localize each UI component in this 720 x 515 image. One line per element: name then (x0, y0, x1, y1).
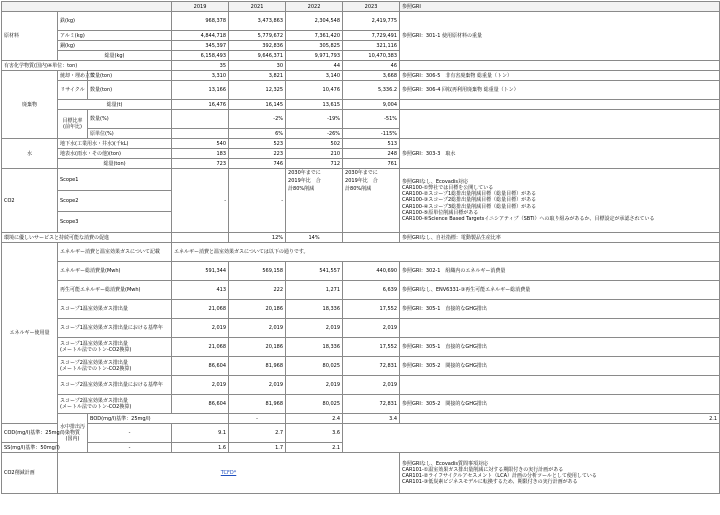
row-label: 総量(t) (58, 100, 172, 110)
row-label: COD(mg/l)基準：25mg/l) (2, 424, 88, 443)
note-cell: 参照GRI：301-1 使用原材料の重量 (400, 12, 720, 61)
cell-value: 18,336 (286, 300, 343, 319)
cell-value: 321,116 (343, 41, 400, 51)
cell-value: 248 (343, 149, 400, 159)
cell-value: 14% (286, 233, 343, 243)
cell-value: 86,604 (172, 357, 229, 376)
table-row (2, 338, 720, 357)
cell-value: 20,186 (229, 338, 286, 357)
year-header: 2021 (229, 2, 286, 12)
note-cell (400, 453, 720, 494)
cell-value: 413 (172, 281, 229, 300)
row-label: エネルギー消費と温室効果ガスについて記載 (58, 243, 172, 262)
cell-value: - (229, 414, 286, 424)
cell-value: 10,476 (286, 81, 343, 100)
cell-value: 17,552 (343, 338, 400, 357)
table-row (2, 81, 720, 100)
cell-value: 10,470,383 (343, 51, 400, 61)
cell-value: 2030年までに 2019年比 合 計80%削減 (286, 169, 343, 233)
note-line: 参照GRIなし、Ecovadis対応 (402, 178, 469, 185)
cell-value: 21,068 (172, 338, 229, 357)
row-label: 総量(ton) (58, 159, 172, 169)
cell-value: 1,271 (286, 281, 343, 300)
note-line: CAR100-⑤原単位削減目標がある (402, 209, 479, 216)
table-row (2, 100, 720, 110)
cell-value: 21,068 (172, 300, 229, 319)
note-cell (400, 169, 720, 233)
note-cell (400, 100, 720, 110)
row-label: 環境に優しいサービスと持続可能な消費の促進 (2, 233, 172, 243)
table-row (2, 357, 720, 376)
note-cell: 参照GRI：303-3 取水 (400, 139, 720, 169)
row-label: スコープ1温室効果ガス排出量 (メートル法でのトン-CO2換算) (58, 338, 172, 357)
table-row (2, 281, 720, 300)
cell-value: 723 (172, 159, 229, 169)
cell-value: 6% (229, 129, 286, 139)
cell-value: - (88, 443, 172, 453)
tcfd-link[interactable]: TCFD* (220, 470, 237, 476)
row-label: 銅(kg) (58, 41, 172, 51)
table-row (2, 71, 720, 81)
row-label: スコープ2温室効果ガス排出量における基準年 (58, 376, 172, 395)
cell-value: 13,166 (172, 81, 229, 100)
cell-value: 2,019 (229, 319, 286, 338)
plan-link-cell (58, 453, 400, 494)
cell-value: 345,397 (172, 41, 229, 51)
cell-value (172, 110, 229, 129)
cell-value: 210 (286, 149, 343, 159)
cell-value: 223 (229, 149, 286, 159)
cell-value: 523 (229, 139, 286, 149)
note-cell (400, 319, 720, 338)
cell-value: 5,779,672 (229, 31, 286, 41)
cell-value: 2,419,775 (343, 12, 400, 31)
cell-value: 18,336 (286, 338, 343, 357)
row-label: 地下水(工業用水・井水)(千kL) (58, 139, 172, 149)
note-cell: 参照GRI：305-2 間接的なGHG排出 (400, 357, 720, 376)
cell-value: 2,019 (343, 319, 400, 338)
cell-value: 2,019 (286, 319, 343, 338)
note-cell (400, 61, 720, 71)
cell-value: 2,019 (172, 319, 229, 338)
note-cell: 参照GRI：305-2 間接的なGHG排出 (400, 395, 720, 414)
year-header: 2023 (343, 2, 400, 12)
cell-value: 591,344 (172, 262, 229, 281)
row-label: 総量(kg) (58, 51, 172, 61)
cell-value: 513 (343, 139, 400, 149)
cell-value: - (229, 169, 286, 233)
cell-value: -115% (343, 129, 400, 139)
cell-value: 502 (286, 139, 343, 149)
table-row (2, 262, 720, 281)
note-line: CAR101-③低炭素ビジネスモデルに転換するため、期限付きの実行計画がある (402, 479, 578, 486)
row-label: スコープ1温室効果ガス排出量 (58, 300, 172, 319)
cell-value: 746 (229, 159, 286, 169)
table-row (2, 443, 720, 453)
row-label: Scope3 (58, 212, 172, 233)
cell-value: 968,378 (172, 12, 229, 31)
cell-value: 12% (229, 233, 286, 243)
cell-value: -2% (229, 110, 286, 129)
row-label: 原単位(%) (88, 129, 172, 139)
cell-value: 9,971,793 (286, 51, 343, 61)
cell-value: 2.1 (286, 443, 343, 453)
row-label: 有害化学物質(国内)※単位：ton) (2, 61, 172, 71)
intro-text: エネルギー消費と温室効果ガスについては以下の通りです。 (172, 243, 720, 262)
category-water: 水 (2, 139, 58, 169)
cell-value: 6,639 (343, 281, 400, 300)
category-energy: エネルギー使用量 (2, 243, 58, 424)
row-label: SS(mg/l)基準：50mg/l) (2, 443, 88, 453)
cell-value: 46 (343, 61, 400, 71)
cell-value: 7,729,491 (343, 31, 400, 41)
row-label: BOD(mg/l)基準：25mg/l) (88, 414, 229, 424)
note-line: CAR100-①弊社では目標を公開している (402, 184, 494, 191)
cell-value: 5,336.2 (343, 81, 400, 100)
cell-value (343, 233, 400, 243)
cell-value: 3.4 (343, 414, 400, 424)
cell-value: 1.7 (229, 443, 286, 453)
cell-value: 305,825 (286, 41, 343, 51)
cell-value: 2,019 (343, 376, 400, 395)
cell-value: 3,310 (172, 71, 229, 81)
cell-value: 9.1 (172, 424, 229, 443)
cell-value: 3,473,863 (229, 12, 286, 31)
cell-value (172, 233, 229, 243)
row-label: 数量(ton) (88, 71, 172, 81)
category-waste: 廃棄物 (2, 71, 58, 139)
table-row (2, 453, 720, 494)
cell-value: 222 (229, 281, 286, 300)
table-row (2, 414, 720, 424)
cell-value: -51% (343, 110, 400, 129)
table-row (2, 110, 720, 129)
note-line: CAR100-③スコープ2総排出量削減目標（総量目標）がある (402, 197, 537, 204)
cell-value: 80,025 (286, 395, 343, 414)
cell-value: 2,019 (229, 376, 286, 395)
cell-value: 12,325 (229, 81, 286, 100)
row-group: 焼却・埋め立て (58, 71, 88, 81)
cell-value: 2030年までに 2019年比 合 計80%削減 (343, 169, 400, 233)
year-header: 2022 (286, 2, 343, 12)
cell-value: -19% (286, 110, 343, 129)
note-line: 参照GRIなし、Ecovadis質問事項対応 (402, 460, 489, 467)
cell-value: 761 (343, 159, 400, 169)
note-line: CAR100-⑥Science Based Targetsイニシアティブ（SBTi）への取り組みがあるか、目標設定が承認されている (402, 216, 655, 222)
note-cell: 参照GRIなし、ENV6331-③再生可能エネルギー総消費量 (400, 281, 720, 300)
cell-value: 6,158,493 (172, 51, 229, 61)
cell-value: - (88, 424, 172, 443)
header-blank (2, 2, 172, 12)
cell-value: 7,361,420 (286, 31, 343, 41)
ref-header: 参照GRI (400, 2, 720, 12)
row-label: 再生可能エネルギー総消費量(Mwh) (58, 281, 172, 300)
cell-value: - (172, 169, 229, 233)
table-row (2, 233, 720, 243)
cell-value: 80,025 (286, 357, 343, 376)
cell-value: 2.4 (286, 414, 343, 424)
row-label: 鉄(kg) (58, 12, 172, 31)
row-label: Scope1 (58, 169, 172, 191)
note-line: CAR101-②ライフサイクルアセスメント（LCA）計画の分析ツールとして使用している (402, 473, 597, 479)
cell-value: 81,968 (229, 395, 286, 414)
cell-value: 16,476 (172, 100, 229, 110)
cell-value: 30 (229, 61, 286, 71)
cell-value: 392,836 (229, 41, 286, 51)
note-cell (400, 110, 720, 139)
row-label: 数量(ton) (88, 81, 172, 100)
note-cell: 参照GRI：306-4 回収再利用廃棄物 総重量（トン） (400, 81, 720, 100)
cell-value: 81,968 (229, 357, 286, 376)
table-row (2, 424, 720, 443)
table-row (2, 319, 720, 338)
table-row (2, 139, 720, 149)
cell-value: -26% (286, 129, 343, 139)
cell-value: 4,844,718 (172, 31, 229, 41)
cell-value: 712 (286, 159, 343, 169)
cell-value: 569,158 (229, 262, 286, 281)
row-label: Scope2 (58, 191, 172, 212)
table-row (2, 376, 720, 395)
year-header: 2019 (172, 2, 229, 12)
row-label: 数量(%) (88, 110, 172, 129)
cell-value (172, 129, 229, 139)
note-cell: 参照GRI：305-1 直接的なGHG排出 (400, 300, 720, 319)
note-cell: 参照GRI：302-1 組織内のエネルギー消費量 (400, 262, 720, 281)
cell-value: 440,690 (343, 262, 400, 281)
table-row (2, 12, 720, 31)
cell-value: 9,646,371 (229, 51, 286, 61)
row-label: スコープ2温室効果ガス排出量 (メートル法でのトン-CO2換算) (58, 395, 172, 414)
row-label: スコープ2温室効果ガス排出量 (メートル法でのトン-CO2換算) (58, 357, 172, 376)
cell-value: 3.6 (286, 424, 343, 443)
note-cell (400, 376, 720, 395)
cell-value: 44 (286, 61, 343, 71)
row-group: リサイクル (58, 81, 88, 100)
table-row (2, 395, 720, 414)
cell-value: 13,615 (286, 100, 343, 110)
cell-value: 3,821 (229, 71, 286, 81)
cell-value: 1.6 (172, 443, 229, 453)
cell-value: 72,831 (343, 357, 400, 376)
note-line: CAR100-④スコープ3総排出量削減目標（総量目標）がある (402, 203, 537, 210)
cell-value: 20,186 (229, 300, 286, 319)
note-line: CAR100-②スコープ1総排出量削減目標（総量目標）がある (402, 191, 537, 198)
cell-value: 183 (172, 149, 229, 159)
cell-value: 2,019 (172, 376, 229, 395)
row-label: アルミ(kg) (58, 31, 172, 41)
table-row (2, 243, 720, 262)
category-materials: 原材料 (2, 12, 58, 61)
cell-value: 16,145 (229, 100, 286, 110)
cell-value: 86,604 (172, 395, 229, 414)
note-cell: 参照GRI：306-5 非有害廃棄物 総重量（トン） (400, 71, 720, 81)
cell-value: 2.1 (400, 414, 720, 424)
cell-value: 35 (172, 61, 229, 71)
note-cell: 参照GRI：305-1 直接的なGHG排出 (400, 338, 720, 357)
row-label: エネルギー総消費量(Mwh) (58, 262, 172, 281)
row-label: 地表水(雨水・その他)(ton) (58, 149, 172, 159)
note-line: CAR101-①温室効果ガス排出量削減に対する期限付きの実行計画がある (402, 466, 564, 473)
cell-value: 541,557 (286, 262, 343, 281)
environment-data-table (1, 1, 720, 494)
cell-value: 2,019 (286, 376, 343, 395)
row-group: 目標比率 (前年比) (58, 110, 88, 139)
cell-value: 540 (172, 139, 229, 149)
header-row (2, 2, 720, 12)
cell-value: 17,552 (343, 300, 400, 319)
cell-value: 3,140 (286, 71, 343, 81)
cell-value: 2,304,548 (286, 12, 343, 31)
cell-value: 2.7 (229, 424, 286, 443)
table-row (2, 61, 720, 71)
cell-value: 3,668 (343, 71, 400, 81)
table-row (2, 169, 720, 191)
table-row (2, 300, 720, 319)
row-label: スコープ1温室効果ガス排出量における基準年 (58, 319, 172, 338)
category-co2: CO2 (2, 169, 58, 233)
category-wastewater: 水中排出汚染物質 (国内) (58, 414, 88, 453)
category-co2-plan: CO2削減計画 (2, 453, 58, 494)
cell-value: 72,831 (343, 395, 400, 414)
note-cell: 参照GRIなし、自社指標：電動製品生産比率 (400, 233, 720, 243)
cell-value: 9,004 (343, 100, 400, 110)
